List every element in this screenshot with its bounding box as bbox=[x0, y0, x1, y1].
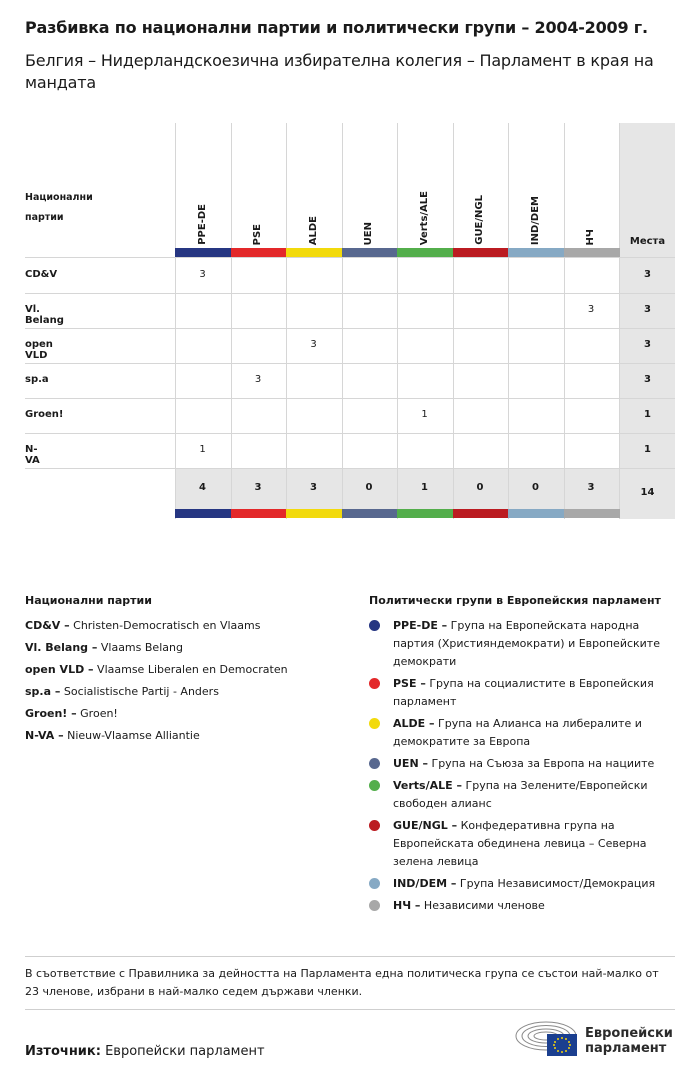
group-header-label: НЧ bbox=[585, 228, 596, 245]
column-total: 0 bbox=[365, 482, 373, 493]
national-legend-item bbox=[25, 641, 183, 655]
party-label: sp.a bbox=[25, 374, 49, 385]
source bbox=[25, 1044, 265, 1059]
row-line bbox=[25, 363, 675, 364]
group-color-dot bbox=[369, 620, 380, 631]
group-abbr: GUE/NGL – bbox=[393, 819, 458, 832]
page-title: Разбивка по национални партии и политически групи – 2004-2009 г. bbox=[25, 18, 648, 37]
logo-line1: Европейски bbox=[585, 1026, 673, 1041]
group-abbr: PPE-DE – bbox=[393, 619, 448, 632]
group-legend-item bbox=[369, 897, 679, 915]
column-total: 1 bbox=[421, 482, 428, 493]
group-abbr: UEN – bbox=[393, 757, 428, 770]
group-legend-item bbox=[369, 777, 679, 813]
group-legend-text bbox=[393, 875, 679, 893]
group-legend-item bbox=[369, 755, 679, 773]
group-abbr: ALDE – bbox=[393, 717, 435, 730]
group-color-band bbox=[342, 509, 398, 518]
group-color-dot bbox=[369, 900, 380, 911]
group-color-band bbox=[286, 509, 342, 518]
group-header-label: UEN bbox=[363, 221, 374, 245]
national-legend-item bbox=[25, 619, 260, 633]
footnote: В съответствие с Правилника за дейността на Парламента една политическа група се състои най-малко от 23 членове, избрани в най-малко седем държави членки. bbox=[25, 967, 659, 998]
group-name: Независими членове bbox=[420, 899, 545, 912]
group-header-label: Verts/ALE bbox=[418, 190, 430, 245]
group-color-band bbox=[453, 509, 509, 518]
group-color-dot bbox=[369, 878, 380, 889]
national-legend-item bbox=[25, 685, 219, 699]
national-legend-title: Национални партии bbox=[25, 594, 152, 607]
group-color-dot bbox=[369, 820, 380, 831]
group-header-6 bbox=[508, 145, 562, 245]
column-total: 3 bbox=[254, 482, 262, 493]
column-total: 3 bbox=[587, 482, 595, 493]
group-name: Група на Съюза за Европа на нациите bbox=[427, 757, 655, 770]
seat-cell: 3 bbox=[310, 339, 317, 350]
group-color-band bbox=[397, 248, 453, 257]
seat-cell: 3 bbox=[254, 374, 262, 385]
group-legend-item bbox=[369, 817, 679, 871]
party-label: Vl. Belang bbox=[25, 304, 64, 326]
group-legend-text bbox=[393, 675, 679, 711]
party-abbr: CD&V – bbox=[25, 619, 70, 632]
group-header-4 bbox=[397, 145, 451, 245]
group-legend-text bbox=[393, 755, 679, 773]
seat-cell: 1 bbox=[421, 409, 428, 420]
group-color-band bbox=[286, 248, 342, 257]
column-total: 0 bbox=[532, 482, 539, 493]
group-color-dot bbox=[369, 758, 380, 769]
row-line bbox=[25, 468, 675, 469]
group-header-label: PPE-DE bbox=[196, 204, 208, 245]
party-name: Christen-Democratisch en Vlaams bbox=[69, 619, 261, 632]
group-legend-item bbox=[369, 715, 679, 751]
group-legend-text bbox=[393, 817, 679, 871]
group-abbr: Verts/ALE – bbox=[393, 779, 462, 792]
group-name: Група на Европейската народна партия (Християндемократи) и Европейските демократи bbox=[393, 619, 660, 668]
source-label: Източник: bbox=[25, 1044, 101, 1059]
row-line bbox=[25, 293, 675, 294]
column-total: 4 bbox=[199, 482, 206, 493]
group-header-2 bbox=[286, 145, 340, 245]
row-line bbox=[25, 328, 675, 329]
group-color-band bbox=[508, 248, 564, 257]
party-name: Groen! bbox=[76, 707, 118, 720]
row-total: 1 bbox=[644, 409, 651, 420]
groups-legend-title: Политически групи в Европейския парламент bbox=[369, 594, 661, 607]
seats-column-bg bbox=[620, 123, 675, 519]
group-color-band bbox=[564, 509, 620, 518]
group-abbr: IND/DEM – bbox=[393, 877, 457, 890]
seat-cell: 1 bbox=[199, 444, 206, 455]
group-name: Група Независимост/Демокрация bbox=[456, 877, 656, 890]
divider bbox=[25, 1009, 675, 1010]
logo-text bbox=[585, 1026, 673, 1056]
group-header-0 bbox=[175, 145, 229, 245]
column-total: 0 bbox=[476, 482, 484, 493]
party-name: Vlaams Belang bbox=[97, 641, 183, 654]
party-name: Nieuw-Vlaamse Alliantie bbox=[63, 729, 200, 742]
group-color-band bbox=[564, 248, 620, 257]
column-line bbox=[619, 123, 620, 519]
group-header-label: ALDE bbox=[307, 215, 319, 245]
row-total: 3 bbox=[644, 339, 651, 350]
party-name: Socialistische Partij - Anders bbox=[60, 685, 219, 698]
group-abbr: НЧ – bbox=[393, 899, 421, 912]
party-name: Vlaamse Liberalen en Democraten bbox=[93, 663, 288, 676]
party-label: CD&V bbox=[25, 269, 58, 280]
party-abbr: sp.a – bbox=[25, 685, 61, 698]
group-color-band bbox=[175, 248, 231, 257]
row-total: 3 bbox=[644, 269, 651, 280]
group-color-dot bbox=[369, 780, 380, 791]
group-color-band bbox=[231, 248, 287, 257]
group-name: Група на социалистите в Европейския парламент bbox=[393, 677, 654, 708]
national-legend-item bbox=[25, 707, 118, 721]
group-legend-item bbox=[369, 875, 679, 893]
party-label: open VLD bbox=[25, 339, 53, 361]
group-header-label: PSE bbox=[252, 223, 263, 245]
party-label: Groen! bbox=[25, 409, 64, 420]
divider bbox=[25, 956, 675, 957]
page-subtitle: Белгия – Нидерландскоезична избирателна колегия – Парламент в края на мандата bbox=[25, 51, 654, 92]
group-name: Конфедеративна група на Европейската обединена левица – Северна зелена левица bbox=[393, 819, 647, 868]
party-label: N-VA bbox=[25, 444, 40, 466]
row-total: 1 bbox=[644, 444, 651, 455]
party-abbr: Vl. Belang – bbox=[25, 641, 98, 654]
group-color-dot bbox=[369, 718, 380, 729]
seat-cell: 3 bbox=[587, 304, 595, 315]
group-header-label: IND/DEM bbox=[529, 195, 541, 245]
group-color-band bbox=[508, 509, 564, 518]
group-color-band bbox=[231, 509, 287, 518]
row-line bbox=[25, 257, 675, 258]
seats-header: Места bbox=[629, 236, 666, 247]
column-total: 3 bbox=[310, 482, 317, 493]
row-total: 3 bbox=[644, 304, 651, 315]
national-legend-item bbox=[25, 663, 288, 677]
group-color-dot bbox=[369, 678, 380, 689]
group-legend-text bbox=[393, 897, 679, 915]
group-legend-item bbox=[369, 617, 679, 671]
group-abbr: PSE – bbox=[393, 677, 426, 690]
party-abbr: Groen! – bbox=[25, 707, 77, 720]
row-line bbox=[25, 433, 675, 434]
source-value: Европейски парламент bbox=[105, 1044, 265, 1059]
group-header-5 bbox=[453, 145, 507, 245]
national-legend-item bbox=[25, 729, 200, 743]
group-header-label: GUE/NGL bbox=[474, 195, 485, 245]
group-legend-text bbox=[393, 617, 679, 671]
group-header-1 bbox=[231, 145, 285, 245]
group-color-band bbox=[453, 248, 509, 257]
group-name: Група на Алианса на либералите и демократите за Европа bbox=[393, 717, 642, 748]
seat-cell: 3 bbox=[199, 269, 206, 280]
row-total: 3 bbox=[644, 374, 651, 385]
party-abbr: open VLD – bbox=[25, 663, 94, 676]
group-legend-item bbox=[369, 675, 679, 711]
row-line bbox=[25, 398, 675, 399]
group-color-band bbox=[397, 509, 453, 518]
grand-total: 14 bbox=[640, 487, 655, 498]
group-color-band bbox=[175, 509, 231, 518]
national-parties-header: Национални партии bbox=[25, 192, 93, 223]
group-header-7 bbox=[564, 145, 618, 245]
party-abbr: N-VA – bbox=[25, 729, 64, 742]
group-name: Група на Зелените/Европейски свободен алианс bbox=[393, 779, 648, 810]
group-color-band bbox=[342, 248, 398, 257]
group-header-3 bbox=[342, 145, 396, 245]
group-legend-text bbox=[393, 777, 679, 813]
group-legend-text bbox=[393, 715, 679, 751]
logo-line2: парламент bbox=[585, 1041, 667, 1056]
